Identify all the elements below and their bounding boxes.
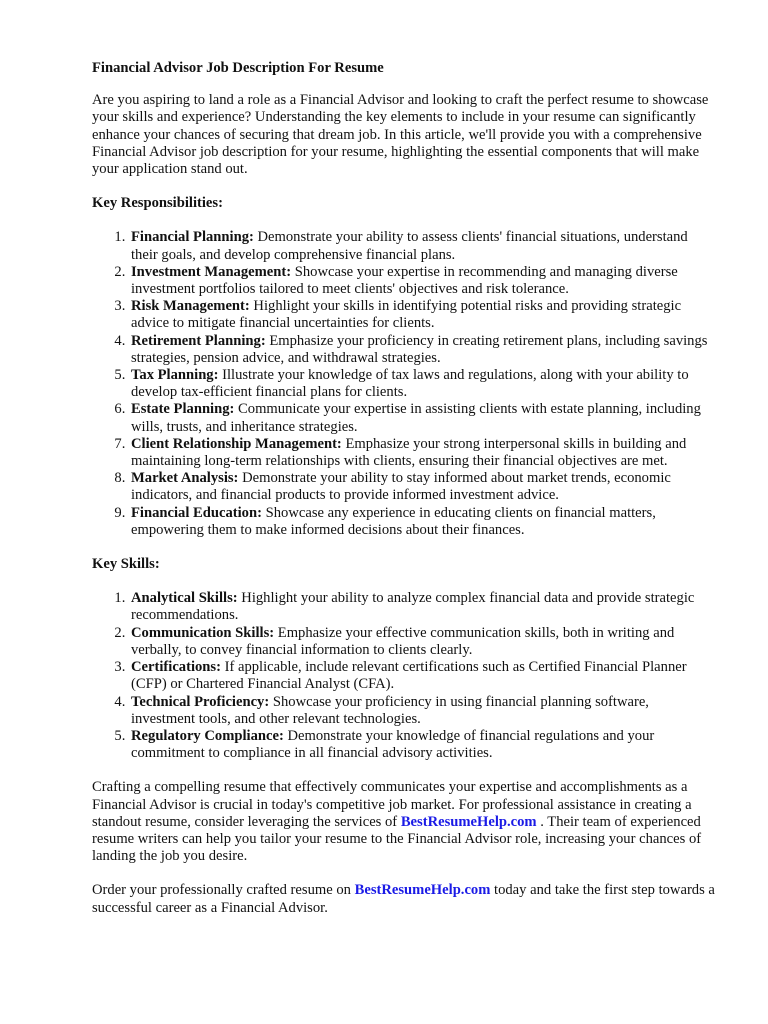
item-term: Regulatory Compliance:: [131, 727, 284, 744]
item-term: Certifications:: [131, 659, 221, 676]
item-term: Tax Planning:: [131, 367, 219, 384]
item-text: Highlight your ability to analyze complex financial data and provide strategic recommendations.: [131, 590, 695, 624]
list-item: [129, 333, 716, 367]
item-text: Demonstrate your knowledge of financial regulations and your commitment to compliance in all financial advisory activities.: [131, 727, 655, 762]
item-term: Financial Education:: [131, 504, 262, 521]
item-text: Emphasize your strong interpersonal skills in building and maintaining long-term relationships with clients, ensuring their financial objectives are met.: [131, 435, 687, 470]
cta-text-before: Order your professionally crafted resume on: [92, 882, 355, 899]
responsibilities-list: [92, 229, 716, 539]
item-term: Communication Skills:: [131, 624, 275, 641]
closing-text-before: Crafting a compelling resume that effectively communicates your expertise and accomplishments as a Financial Advisor is crucial in today's competitive job market. For professional assistance in creating a standout resume, consider leveraging the services of: [92, 779, 692, 830]
item-text: Highlight your skills in identifying potential risks and providing strategic advice to mitigate financial uncertainties for clients.: [131, 298, 682, 332]
list-item: [129, 590, 716, 624]
cta-text-after: today and take the first step towards a successful career as a Financial Advisor.: [92, 882, 715, 916]
intro-paragraph: Are you aspiring to land a role as a Financial Advisor and looking to craft the perfect resume to showcase your skills and experience? Understanding the key elements to include in your resume can significantly enhance your chances of securing that dream job. In this article, we'll provide you with a comprehensive Financial Advisor job description for your resume, highlighting the essential components that will make your application stand out.: [92, 92, 709, 178]
list-item: [129, 401, 716, 435]
item-term: Investment Management:: [131, 263, 292, 280]
list-item: [129, 470, 716, 504]
item-text: If applicable, include relevant certifications such as Certified Financial Planner (CFP) or Chartered Financial Analyst (CFA).: [131, 659, 687, 693]
item-term: Retirement Planning:: [131, 332, 266, 349]
item-text: Showcase your proficiency in using financial planning software, investment tools, and other relevant technologies.: [131, 693, 649, 727]
item-text: Showcase any experience in educating clients on financial matters, empowering them to make informed decisions about their finances.: [131, 504, 656, 538]
item-text: Emphasize your proficiency in creating retirement plans, including savings strategies, pension advice, and withdrawal strategies.: [131, 332, 708, 366]
list-item: [129, 659, 716, 693]
list-item: [129, 264, 716, 298]
list-item: [129, 728, 716, 762]
skills-heading: Key Skills:: [92, 556, 160, 573]
list-item: [129, 436, 716, 470]
item-term: Analytical Skills:: [131, 590, 238, 607]
closing-paragraph: [92, 779, 716, 865]
best-resume-help-link[interactable]: BestResumeHelp.com: [400, 813, 537, 830]
list-item: [129, 505, 716, 539]
item-text: Demonstrate your ability to assess clients' financial situations, understand their goals, and develop comprehensive financial plans.: [131, 229, 688, 263]
item-text: Illustrate your knowledge of tax laws and regulations, along with your ability to develop tax-efficient financial plans for clients.: [131, 367, 689, 401]
skills-list: [92, 590, 716, 762]
cta-paragraph: [92, 882, 716, 916]
list-item: [129, 298, 716, 332]
document-title: Financial Advisor Job Description For Resume: [92, 60, 384, 76]
item-term: Risk Management:: [131, 298, 250, 315]
responsibilities-heading: Key Responsibilities:: [92, 195, 223, 212]
item-text: Showcase your expertise in recommending and managing diverse investment portfolios tailored to meet clients' objectives and risk tolerance.: [131, 263, 678, 298]
closing-text-after: . Their team of experienced resume writers can help you tailor your resume to the Financial Advisor role, increasing your chances of landing the job you desire.: [92, 813, 702, 865]
order-resume-link[interactable]: BestResumeHelp.com: [354, 882, 491, 899]
item-term: Estate Planning:: [131, 401, 235, 418]
item-term: Market Analysis:: [131, 470, 239, 487]
list-item: [129, 694, 716, 728]
list-item: [129, 229, 716, 263]
list-item: [129, 625, 716, 659]
list-item: [129, 367, 716, 401]
item-text: Demonstrate your ability to stay informed about market trends, economic indicators, and financial products to provide informed investment advice.: [131, 470, 671, 504]
item-text: Communicate your expertise in assisting clients with estate planning, including wills, trusts, and inheritance strategies.: [131, 401, 701, 435]
item-text: Emphasize your effective communication skills, both in writing and verbally, to convey financial information to clients clearly.: [131, 624, 675, 658]
item-term: Financial Planning:: [131, 229, 254, 246]
item-term: Client Relationship Management:: [131, 435, 342, 452]
item-term: Technical Proficiency:: [131, 693, 270, 710]
